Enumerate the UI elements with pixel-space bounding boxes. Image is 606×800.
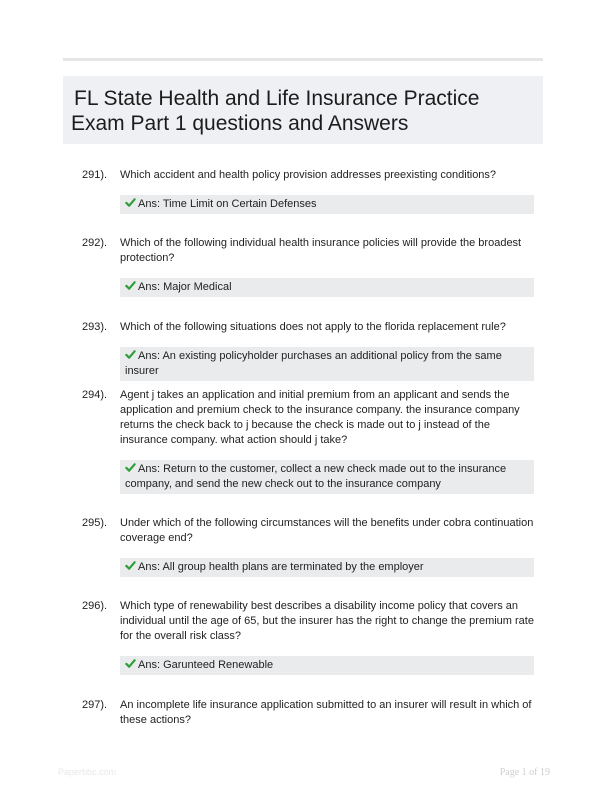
answer-box	[120, 460, 534, 494]
question-text: Under which of the following circumstances will the benefits under cobra continuation coverage end?	[120, 517, 534, 544]
answer-box	[120, 278, 534, 297]
answer-text: Ans: Major Medical	[138, 281, 232, 293]
answer-box	[120, 656, 534, 675]
answer-text: Ans: Garunteed Renewable	[138, 659, 274, 671]
question-number: 296).	[82, 600, 108, 612]
question-number: 292).	[82, 237, 108, 249]
question-text: Which type of renewability best describes a disability income policy that covers an individual until the age of 65, but the insurer has the right to change the premium rate for the overall risk class?	[120, 600, 534, 642]
check-icon	[125, 197, 136, 208]
question-number: 293).	[82, 321, 108, 333]
answer-text: Ans: An existing policyholder purchases an additional policy from the same insurer	[125, 350, 502, 377]
footer-watermark: Paperbbc.com	[58, 767, 117, 777]
question-number: 297).	[82, 699, 108, 711]
check-icon	[125, 658, 136, 669]
question-item	[82, 168, 534, 214]
question-item	[82, 599, 534, 675]
check-icon	[125, 349, 136, 360]
page-title-line-2: Exam Part 1 questions and Answers	[71, 112, 409, 135]
answer-text: Ans: All group health plans are terminated by the employer	[138, 561, 424, 573]
page-title	[71, 86, 535, 136]
check-icon	[125, 280, 136, 291]
check-icon	[125, 560, 136, 571]
page-indicator: Page 1 of 19	[499, 767, 550, 778]
answer-text: Ans: Return to the customer, collect a new check made out to the insurance company, and send the new check out to the insurance company	[125, 463, 507, 490]
title-banner	[63, 76, 543, 144]
question-text: An incomplete life insurance application submitted to an insurer will result in which of these actions?	[120, 699, 532, 726]
top-divider	[63, 58, 543, 61]
question-text: Which accident and health policy provision addresses preexisting conditions?	[120, 169, 497, 181]
page-title-line-1: FL State Health and Life Insurance Practice	[74, 87, 480, 110]
question-number: 291).	[82, 169, 108, 181]
question-item	[82, 388, 534, 494]
question-text: Which of the following situations does not apply to the florida replacement rule?	[120, 321, 506, 333]
question-item	[82, 236, 534, 297]
answer-text: Ans: Time Limit on Certain Defenses	[138, 198, 317, 210]
question-number: 295).	[82, 517, 108, 529]
answer-box	[120, 347, 534, 381]
question-text: Which of the following individual health insurance policies will provide the broadest protection?	[120, 237, 522, 264]
question-text: Agent j takes an application and initial premium from an applicant and sends the application and premium check to the insurance company. the insurance company returns the check back to j because the check is made out to j instead of the insurance company. what action should j take?	[120, 389, 520, 446]
question-item	[82, 516, 534, 577]
check-icon	[125, 462, 136, 473]
question-item	[82, 320, 534, 381]
answer-box	[120, 195, 534, 214]
question-item	[82, 698, 534, 728]
question-number: 294).	[82, 389, 108, 401]
answer-box	[120, 558, 534, 577]
